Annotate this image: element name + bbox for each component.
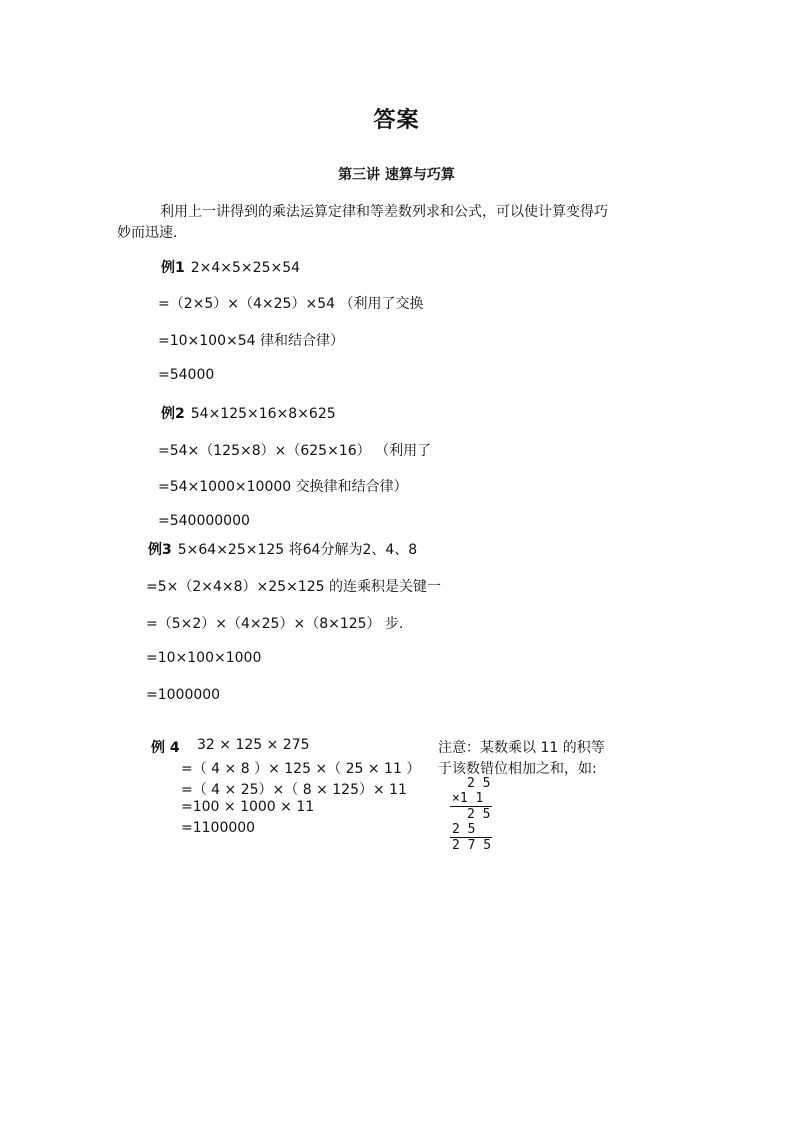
example-2-label: 例2 <box>161 406 185 422</box>
example-3-line-1: 例3 5×64×25×125 将64分解为2、4、8 <box>148 542 418 558</box>
note-line-1: 注意：某数乘以 11 的积等 <box>438 740 605 756</box>
example-4-line-4: =100 × 1000 × 11 <box>181 799 315 815</box>
intro-line-2: 妙而迅速. <box>117 225 178 241</box>
example-1-line-1: 例1 2×4×5×25×54 <box>161 260 301 276</box>
example-3-line-3: =（5×2）×（4×25）×（8×125） 步. <box>146 616 404 632</box>
example-4-line-3: =（ 4 × 25）×（ 8 × 125）× 11 <box>181 782 407 798</box>
example-4-label: 例 4 <box>151 740 180 756</box>
lecture-subtitle: 第三讲 速算与巧算 <box>338 167 455 183</box>
example-1-line-4: =54000 <box>158 367 215 383</box>
note-line-2: 于该数错位相加之和，如: <box>438 761 597 777</box>
calc-result: 2 7 5 <box>452 838 492 853</box>
example-3-line-5: =1000000 <box>146 687 221 703</box>
example-4-line-2: =（ 4 × 8 ）× 125 ×（ 25 × 11 ） <box>181 761 421 777</box>
intro-line-1: 利用上一讲得到的乘法运算定律和等差数列求和公式，可以使计算变得巧 <box>160 204 608 220</box>
page-title: 答案 <box>373 108 420 133</box>
example-3-line-4: =10×100×1000 <box>146 650 262 666</box>
example-2-line-3: =54×1000×10000 交换律和结合律） <box>158 479 408 495</box>
calc-multiplicand: 2 5 <box>467 776 491 791</box>
example-3-line-2: =5×（2×4×8）×25×125 的连乘积是关键一 <box>146 579 441 595</box>
example-2-line-2: =54×（125×8）×（625×16） （利用了 <box>158 443 432 459</box>
calc-partial-2: 2 5 <box>452 822 476 837</box>
example-2-line-1: 例2 54×125×16×8×625 <box>161 406 336 422</box>
example-1-line-3: =10×100×54 律和结合律） <box>158 333 344 349</box>
calc-partial-1: 2 5 <box>467 807 491 822</box>
example-4-line-1: 32 × 125 × 275 <box>197 737 310 753</box>
example-2-line-4: =540000000 <box>158 513 250 529</box>
example-1-label: 例1 <box>161 260 185 276</box>
example-4-line-5: =1100000 <box>181 820 256 836</box>
calc-multiplier: ×1 1 <box>452 791 484 806</box>
example-3-label: 例3 <box>148 542 172 558</box>
example-1-line-2: =（2×5）×（4×25）×54 （利用了交换 <box>158 296 424 312</box>
